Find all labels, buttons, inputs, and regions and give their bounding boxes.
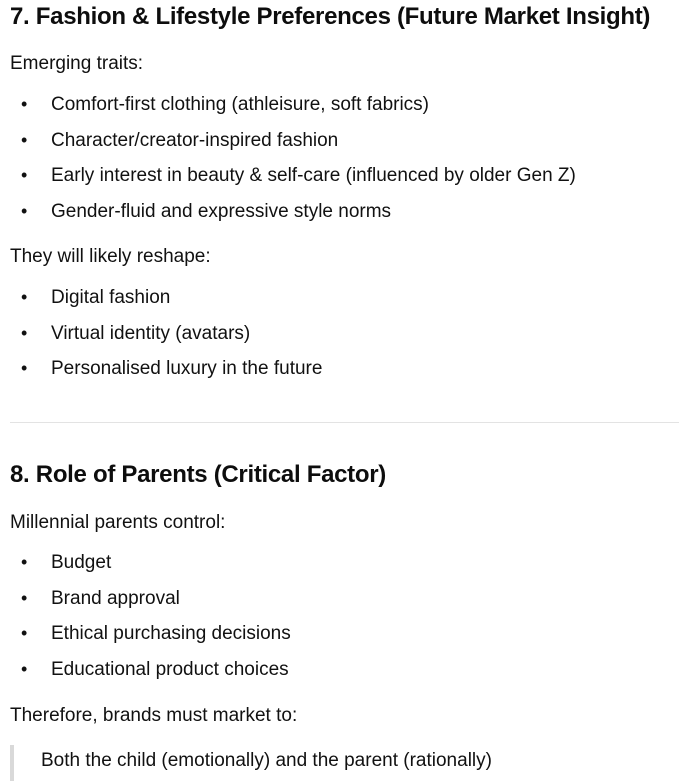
list-item-text: Character/creator-inspired fashion xyxy=(51,129,339,151)
list-item-text: Comfort-first clothing (athleisure, soft fabrics) xyxy=(51,94,430,115)
section-7-heading: 7. Fashion & Lifestyle Preferences (Future Market Insight) xyxy=(10,3,651,30)
list-item-text: Brand approval xyxy=(51,587,180,609)
bullet-icon: • xyxy=(21,358,28,378)
bullet-icon: • xyxy=(21,94,28,114)
bullet-icon: • xyxy=(21,129,28,150)
section-8-heading: 8. Role of Parents (Critical Factor) xyxy=(10,461,386,488)
list-item-text: Gender-fluid and expressive style norms xyxy=(51,200,392,222)
bullet-icon: • xyxy=(21,322,28,343)
list-item-text: Personalised luxury in the future xyxy=(51,358,323,379)
list-item-text: Budget xyxy=(51,552,112,573)
parents-control-label: Millennial parents control: xyxy=(10,512,226,533)
list-item-text: Ethical purchasing decisions xyxy=(51,623,291,644)
blockquote-text: Both the child (emotionally) and the parent (rationally) xyxy=(41,750,492,771)
bullet-icon: • xyxy=(21,552,28,572)
bullet-icon: • xyxy=(21,658,28,679)
bullet-icon: • xyxy=(21,287,28,307)
list-item-text: Educational product choices xyxy=(51,658,289,680)
bullet-icon: • xyxy=(21,165,28,185)
bullet-icon: • xyxy=(21,200,28,221)
list-item-text: Digital fashion xyxy=(51,287,171,308)
therefore-label: Therefore, brands must market to: xyxy=(10,705,298,726)
emerging-traits-label: Emerging traits: xyxy=(10,53,144,74)
bullet-icon: • xyxy=(21,587,28,608)
list-item-text: Virtual identity (avatars) xyxy=(51,322,251,344)
list-item-text: Early interest in beauty & self-care (influenced by older Gen Z) xyxy=(51,165,576,186)
reshape-label: They will likely reshape: xyxy=(10,246,211,267)
section-divider xyxy=(10,422,679,423)
blockquote xyxy=(10,745,679,781)
bullet-icon: • xyxy=(21,623,28,643)
blockquote-bar xyxy=(10,745,14,781)
